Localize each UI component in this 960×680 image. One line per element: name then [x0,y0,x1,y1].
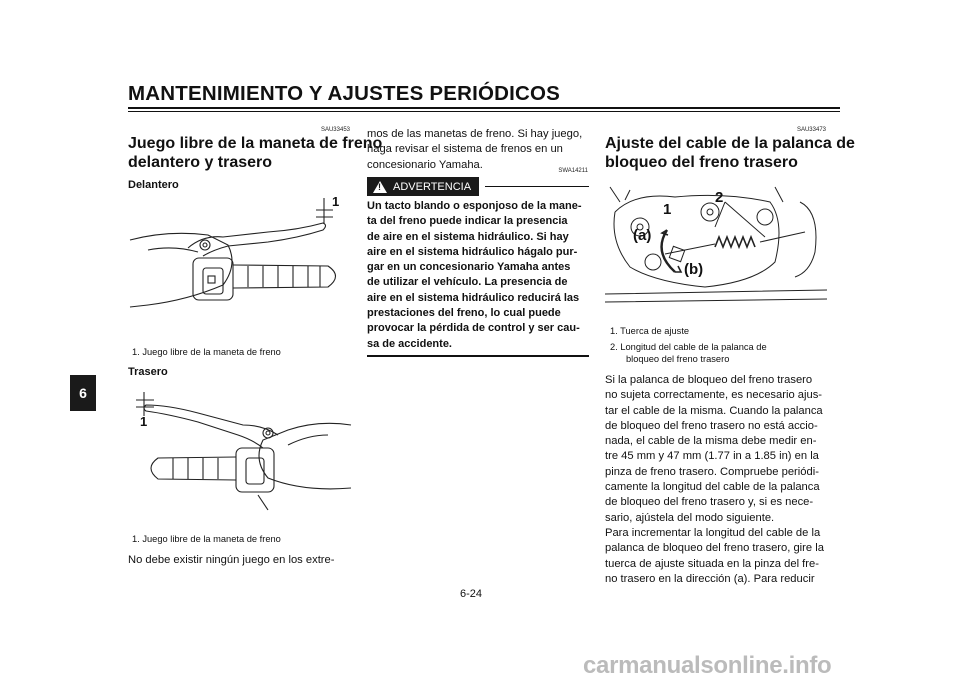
watermark: carmanualsonline.info [583,652,832,679]
col3-line: de bloqueo del freno trasero y, si es nece- [605,496,814,509]
warning-bottom-rule [367,355,589,357]
warning-line: gar en un concesionario Yamaha antes [367,261,571,274]
rear-callout-1: 1 [140,414,148,429]
figure-caption-2-cont: bloqueo del freno trasero [626,354,730,364]
section-title-line2: bloqueo del freno trasero [605,154,798,171]
warning-rule [485,186,589,187]
warning-code: SWA14211 [558,168,588,174]
page-header-title: MANTENIMIENTO Y AJUSTES PERIÓDICOS [128,82,561,105]
warning-line: aire en el sistema hidráulico reducirá las [367,291,580,304]
fig-label-a: (a) [633,227,652,244]
col3-line: no trasero en la dirección (a). Para reducir [605,572,815,585]
section-title-line2: delantero y trasero [128,154,273,171]
col2-paragraph [367,127,589,173]
front-brake-lever-figure [128,190,353,330]
figure-caption-1: 1. Tuerca de ajuste [610,326,690,336]
col3-paragraph [605,373,827,587]
front-figure-caption: 1. Juego libre de la maneta de freno [132,347,281,357]
col2-line: mos de las manetas de freno. Si hay juego, [367,128,583,140]
col3-line: no sujeta correctamente, es necesario ajus- [605,389,823,402]
warning-line: Un tacto blando o esponjoso de la mane- [367,200,582,212]
warning-line: de aire en el sistema hidráulico. Si hay [367,230,569,243]
section-code: SAU33453 [320,127,350,133]
warning-line: prestaciones del freno, lo cual puede [367,307,561,320]
fig-label-2: 2 [715,189,724,206]
warning-triangle-icon [373,181,387,193]
warning-line: de utilizar el vehículo. La presencia de [367,276,568,289]
warning-line: sa de accidente. [367,337,452,350]
warning-box [367,177,589,357]
col3-line: palanca de bloqueo del freno trasero, gire la [605,542,824,555]
col3-line: tar el cable de la misma. Cuando la palanca [605,404,823,417]
col3-line: tuerca de ajuste situada en la pinza del fre- [605,557,819,570]
warning-text [367,199,589,352]
col1-tail-text: No debe existir ningún juego en los extre- [128,554,335,566]
rear-brake-lever-figure [128,380,353,520]
chapter-tab: 6 [70,375,96,411]
col3-line: pinza de freno trasero. Compruebe periódi- [605,465,819,478]
col3-line: Para incrementar la longitud del cable de la [605,526,821,539]
fig-label-1: 1 [663,201,672,218]
warning-line: provocar la pérdida de control y ser cau- [367,322,580,335]
section-title-line1: Ajuste del cable de la palanca de [605,135,855,152]
header-rule-thin [128,111,840,112]
warning-label [367,177,479,196]
col3-line: nada, el cable de la misma debe medir en- [605,435,817,448]
page-number: 6-24 [460,588,483,600]
col3-line: de bloqueo del freno trasero no está accio- [605,419,818,432]
figure-caption-2: 2. Longitud del cable de la palanca de [610,342,767,352]
warning-header [367,177,589,196]
rear-subheading: Trasero [128,366,168,378]
col3-line: sario, ajústela del modo siguiente. [605,511,775,524]
rear-figure-caption: 1. Juego libre de la maneta de freno [132,534,281,544]
warning-label-text: ADVERTENCIA [393,180,472,193]
front-subheading: Delantero [128,179,179,191]
header-rule [128,107,840,109]
section-code: SAU33473 [796,127,826,133]
warning-line: ta del freno puede indicar la presencia [367,215,568,228]
col3-line: tre 45 mm y 47 mm (1.77 in a 1.85 in) en la [605,450,819,463]
col2-line: haga revisar el sistema de frenos en un [367,143,563,156]
parking-brake-cable-figure [605,182,827,317]
col3-line: camente la longitud del cable de la palanca [605,481,820,494]
col3-line: Si la palanca de bloqueo del freno trasero [605,374,813,386]
front-callout-1: 1 [332,194,340,209]
section-title-line1: Juego libre de la maneta de freno [128,135,383,152]
col2-line: concesionario Yamaha. [367,158,483,171]
fig-label-b: (b) [684,261,704,278]
warning-line: aire en el sistema hidráulico hágalo pur- [367,245,578,258]
